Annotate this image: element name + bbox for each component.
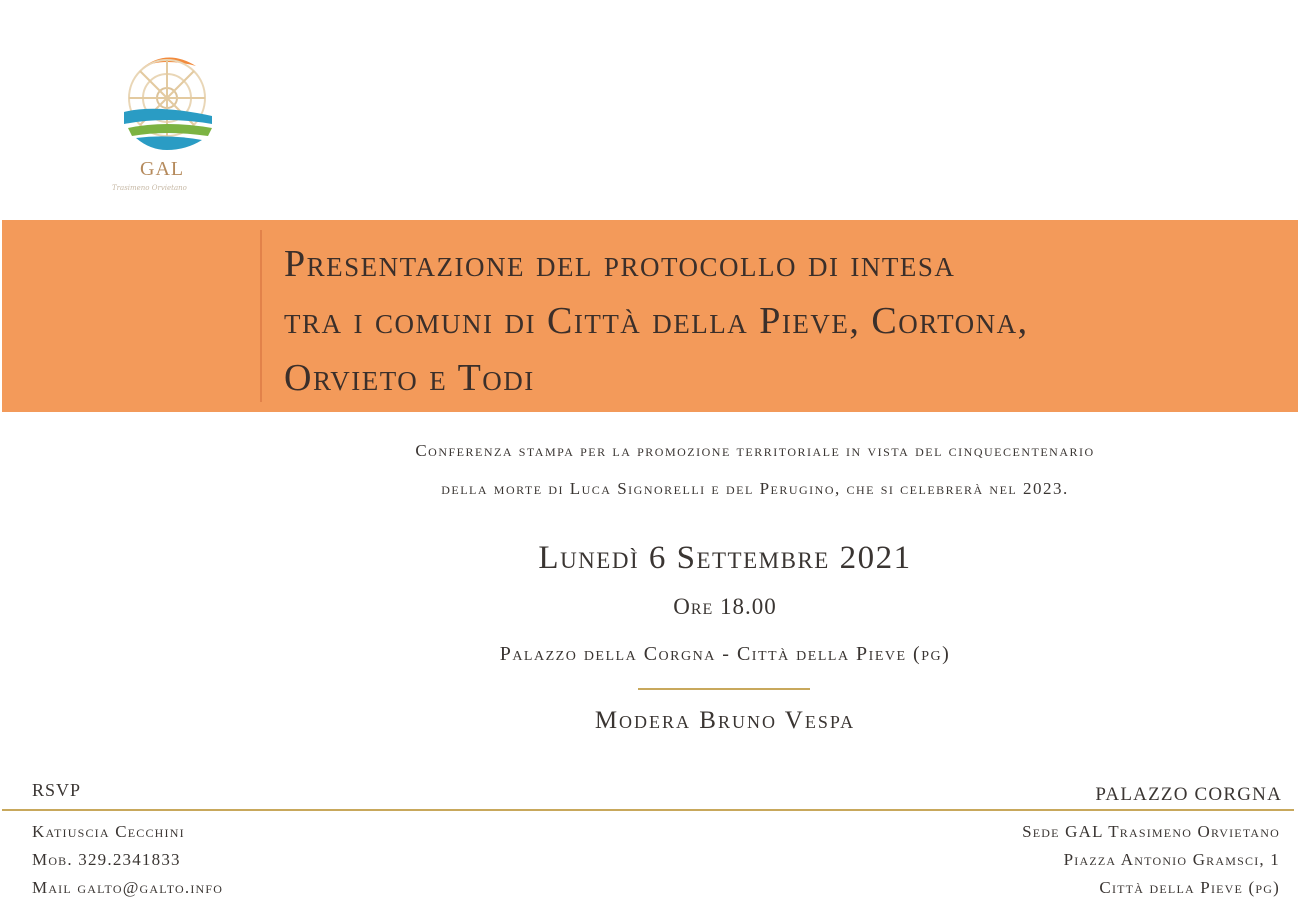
event-time: Ore 18.00 [673, 594, 777, 619]
footer-divider [2, 809, 1294, 811]
page-title [284, 236, 1274, 407]
logo-name: GAL [140, 158, 185, 180]
gal-logo-icon [116, 50, 218, 154]
rsvp-label: RSVP [32, 780, 82, 800]
event-date: Lunedì 6 Settembre 2021 [538, 540, 912, 576]
subtitle [250, 432, 1260, 508]
moderator: Modera Bruno Vespa [594, 707, 856, 734]
venue-label: PALAZZO CORGNA [1095, 784, 1282, 805]
title-line: Orvieto e Todi [284, 357, 535, 399]
contact-phone: Mob. 329.2341833 [32, 850, 181, 869]
title-line: tra i comuni di Città della Pieve, Cortona, [284, 300, 1029, 342]
contact-name: Katiuscia Cecchini [32, 822, 185, 841]
address-line: Sede GAL Trasimeno Orvietano [1022, 822, 1280, 841]
event-venue: Palazzo della Corgna - Città della Pieve (pg) [499, 643, 951, 665]
logo-tagline: Trasimeno Orvietano [112, 184, 187, 192]
contact-info [32, 818, 452, 902]
contact-email: Mail galto@galto.info [32, 878, 224, 897]
address-line: Città della Pieve (pg) [1099, 878, 1280, 897]
venue-address [780, 818, 1280, 902]
divider [638, 688, 810, 690]
gal-logo [108, 50, 233, 200]
title-line: Presentazione del protocollo di intesa [284, 243, 956, 285]
subtitle-line: Conferenza stampa per la promozione territoriale in vista del cinquecentenario [415, 441, 1095, 460]
subtitle-line: della morte di Luca Signorelli e del Perugino, che si celebrerà nel 2023. [441, 479, 1069, 498]
title-divider [260, 230, 262, 402]
title-band [2, 220, 1298, 412]
address-line: Piazza Antonio Gramsci, 1 [1063, 850, 1280, 869]
